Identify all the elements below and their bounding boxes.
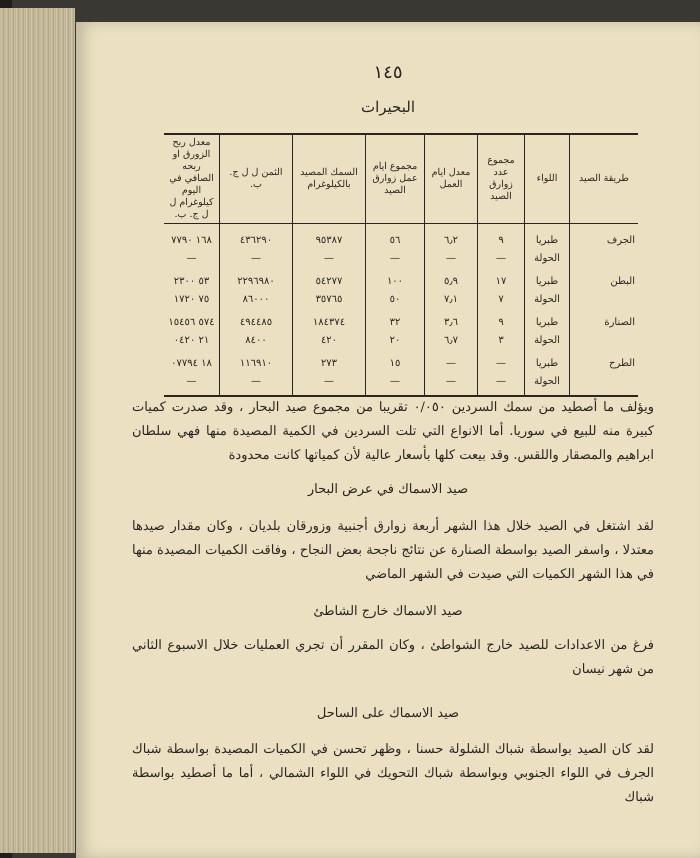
table-cell: — xyxy=(186,375,197,387)
header-fishing-method: طريقة الصيد xyxy=(570,134,639,224)
table-cell: ٤٩٤٤٨٥ xyxy=(220,313,293,331)
table-cell: ٨٦٠٠٠ xyxy=(220,290,293,313)
table-cell: ٣٫٦ xyxy=(425,313,478,331)
table-cell: ٢٠ xyxy=(366,331,425,354)
header-price: الثمن ل ل ج. ب. xyxy=(220,134,293,224)
table-cell: ٨٤٠٠ xyxy=(220,331,293,354)
table-cell: — xyxy=(425,354,478,372)
table-cell: ٦٫٧ xyxy=(425,331,478,354)
table-cell: ٢٧٣ xyxy=(293,354,366,372)
table-cell xyxy=(570,249,639,272)
table-cell xyxy=(570,372,639,396)
table-cell: ٥٦ xyxy=(366,224,425,250)
paragraph-offshore: فرغ من الاعدادات للصيد خارج الشواطئ ، وكان المقرر أن تجري العمليات خلال الاسبوع الثاني من شهر نيسان xyxy=(132,638,654,677)
table-cell: ١١٦٩١٠ xyxy=(220,354,293,372)
table-cell: — xyxy=(293,372,366,396)
table-row xyxy=(164,372,638,396)
header-daily-profit: معدل ربح الزورق او ربحه الصافي في اليوم كيلوغرام ل ل ج. ب. xyxy=(164,134,220,224)
stacked-page-edges xyxy=(0,8,75,853)
table-cell: ٤٣٦٢٩٠ xyxy=(220,224,293,250)
table-cell: ٥٠ xyxy=(366,290,425,313)
table-cell: — xyxy=(478,354,525,372)
table-cell: طبريا xyxy=(525,354,570,372)
table-cell: ٣ xyxy=(478,331,525,354)
table-cell: ١٦٨ ٧٧٩٠ xyxy=(171,234,212,246)
table-cell: — xyxy=(366,372,425,396)
table-cell: ٧ xyxy=(478,290,525,313)
header-boat-count: مجموع عدد زوارق الصيد xyxy=(478,134,525,224)
table-cell: الحولة xyxy=(525,249,570,272)
table-cell: — xyxy=(186,252,197,264)
header-district: اللواء xyxy=(525,134,570,224)
table-row xyxy=(164,249,638,272)
table-cell: ٩ xyxy=(478,313,525,331)
section-heading-coastal: صيد الاسماك على الساحل xyxy=(316,706,460,721)
table-cell: ٩ xyxy=(478,224,525,250)
table-cell: ١٥ xyxy=(366,354,425,372)
table-cell: الصنارة xyxy=(570,313,639,331)
table-cell: ٣٥٧٦٥ xyxy=(293,290,366,313)
table-cell: ٥٧٤ ١٥٤٥٦ xyxy=(168,316,215,328)
table-cell: ٢١ ٠٤٢٠ xyxy=(173,334,210,346)
table-cell: ٩٥٣٨٧ xyxy=(293,224,366,250)
table-cell: ٦٫٢ xyxy=(425,224,478,250)
table-cell: ٥٤٢٧٧ xyxy=(293,272,366,290)
table-cell: الطرح xyxy=(570,354,639,372)
table-cell xyxy=(570,290,639,313)
table-row xyxy=(164,272,638,290)
table-cell: الجرف xyxy=(570,224,639,250)
section-heading-open-sea: صيد الاسماك في عرض البحار xyxy=(307,482,469,497)
table-cell: ٤٢٠ xyxy=(293,331,366,354)
table-row xyxy=(164,354,638,372)
table-cell: — xyxy=(478,372,525,396)
table-cell: ١٧ xyxy=(478,272,525,290)
table-cell: ٥٣ ٢٣٠٠ xyxy=(173,275,210,287)
paragraph-open-sea: لقد اشتغل في الصيد خلال هذا الشهر أربعة زوارق أجنبية وزورقان بلديان ، وكان مقدار صيدها معتدلا ، واسفر الصيد بواسطة الصنارة عن نتائج ناجحة بعض النجاح ، وفاقت الكميات المصيدة منها في هذا الشهر الكميات التي صيدت في الشهر الماضي xyxy=(132,519,654,582)
table-row xyxy=(164,224,638,250)
table-cell: — xyxy=(293,249,366,272)
header-fish-caught-kg: السمك المصيد بالكيلوغرام xyxy=(293,134,366,224)
table-cell xyxy=(570,331,639,354)
section-heading-offshore: صيد الاسماك خارج الشاطئ xyxy=(313,604,463,619)
page-number: ١٤٥ xyxy=(373,62,403,83)
table-cell: طبريا xyxy=(525,272,570,290)
table-caption: البحيرات xyxy=(360,98,416,116)
table-cell: طبريا xyxy=(525,224,570,250)
table-cell: ٥٫٩ xyxy=(425,272,478,290)
table-cell: ١٨ ٠٧٧٩٤ xyxy=(171,357,212,369)
table-cell: ٢٢٩٦٩٨٠ xyxy=(220,272,293,290)
table-cell: — xyxy=(220,249,293,272)
table-cell: — xyxy=(220,372,293,396)
table-row xyxy=(164,290,638,313)
table-cell: — xyxy=(478,249,525,272)
table-cell: الحولة xyxy=(525,372,570,396)
book-page xyxy=(76,22,700,858)
table-cell: — xyxy=(366,249,425,272)
table-cell: — xyxy=(425,249,478,272)
header-total-boat-days: مجموع ايام عمل زوارق الصيد xyxy=(366,134,425,224)
table-cell: الحولة xyxy=(525,290,570,313)
table-cell: ١٨٤٣٧٤ xyxy=(293,313,366,331)
table-cell: — xyxy=(425,372,478,396)
table-cell: الحولة xyxy=(525,331,570,354)
table-cell: ٧٫١ xyxy=(425,290,478,313)
paragraph-coastal: لقد كان الصيد بواسطة شباك الشلولة حسنا ، وظهر تحسن في الكميات المصيدة بواسطة شباك الجرف في اللواء الجنوبي وبواسطة شباك التحويك في اللواء الشمالي ، أما ما أصطيد بواسطة شباك xyxy=(132,742,654,805)
table-cell: ٧٥ ١٧٢٠ xyxy=(173,293,210,305)
table-cell: ١٠٠ xyxy=(366,272,425,290)
table-cell: ٣٢ xyxy=(366,313,425,331)
table-header-row xyxy=(164,134,638,224)
table-row xyxy=(164,313,638,331)
paragraph-sardine-catch: ويؤلف ما أصطيد من سمك السردين ٠/٠٥٠ تقريبا من مجموع صيد البحار ، وقد صدرت كميات كبيرة منه للبيع في سوريا. أما الانواع التي تلت السردين في الكمية المصيدة منها فهي سلطان ابراهيم والمصقار واللقس. وقد بيعت كلها بأسعار عالية لأن كمياتها كانت محدودة xyxy=(132,400,654,463)
lakes-fishing-table xyxy=(164,133,638,397)
table-cell: طبريا xyxy=(525,313,570,331)
table-row xyxy=(164,331,638,354)
table-cell: البطن xyxy=(570,272,639,290)
header-avg-workdays: معدل ايام العمل xyxy=(425,134,478,224)
